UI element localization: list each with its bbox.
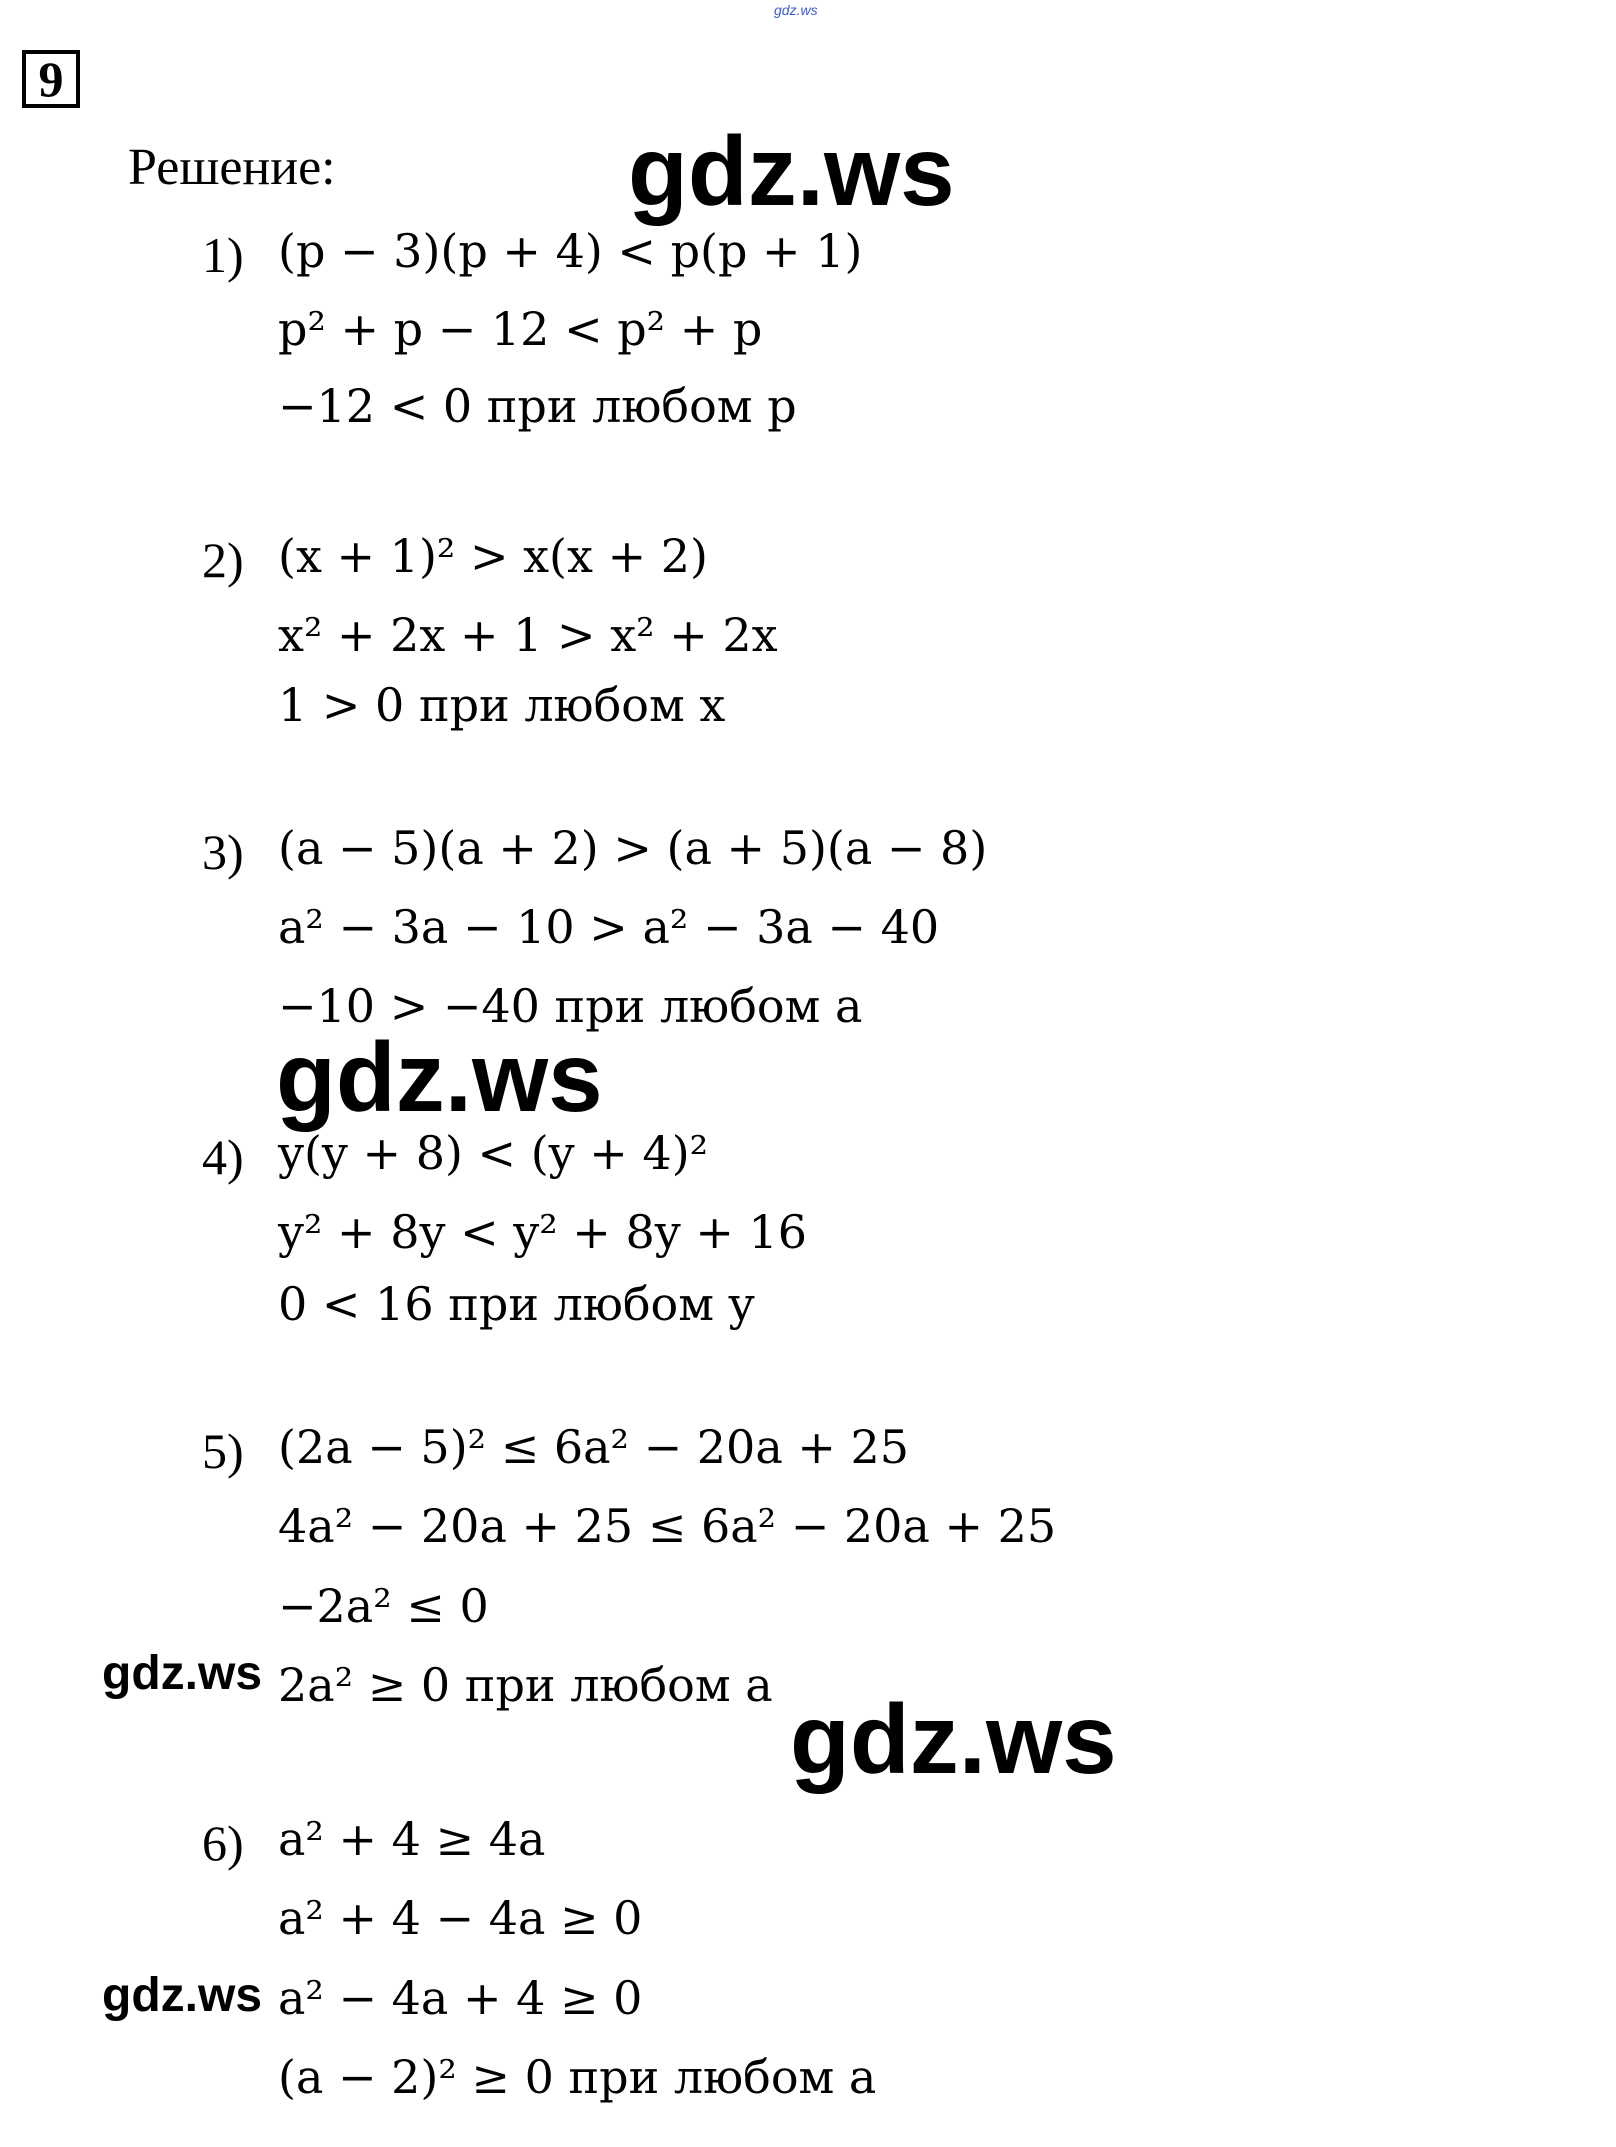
task-number: 9 xyxy=(38,51,64,107)
item-6-line-1: a² + 4 ≥ 4a xyxy=(278,1812,546,1866)
item-5-line-3: −2a² ≤ 0 xyxy=(278,1579,489,1633)
item-6-number: 6) xyxy=(202,1815,244,1871)
item-1-line-3: −12 < 0 при любом p xyxy=(278,379,797,433)
item-6-line-3: a² − 4a + 4 ≥ 0 xyxy=(278,1971,643,2025)
item-6-line-2: a² + 4 − 4a ≥ 0 xyxy=(278,1891,643,1945)
watermark-top: gdz.ws xyxy=(628,116,955,226)
item-3-line-1: (a − 5)(a + 2) > (a + 5)(a − 8) xyxy=(278,821,988,875)
item-2-line-3: 1 > 0 при любом x xyxy=(278,678,726,732)
item-3-number: 3) xyxy=(202,824,244,880)
item-6-line-4: (a − 2)² ≥ 0 при любом a xyxy=(278,2050,877,2104)
item-5-line-4: 2a² ≥ 0 при любом a xyxy=(278,1658,773,1712)
item-2-line-1: (x + 1)² > x(x + 2) xyxy=(278,529,708,583)
item-5-number: 5) xyxy=(202,1423,244,1479)
item-4-line-2: y² + 8y < y² + 8y + 16 xyxy=(278,1205,808,1259)
item-5-line-1: (2a − 5)² ≤ 6a² − 20a + 25 xyxy=(278,1420,910,1474)
solution-heading: Решение: xyxy=(128,139,336,196)
item-5-line-2: 4a² − 20a + 25 ≤ 6a² − 20a + 25 xyxy=(278,1499,1057,1553)
item-4-line-1: y(y + 8) < (y + 4)² xyxy=(278,1126,709,1180)
item-3-line-2: a² − 3a − 10 > a² − 3a − 40 xyxy=(278,900,940,954)
item-2-number: 2) xyxy=(202,532,244,588)
watermark-left-1: gdz.ws xyxy=(102,1647,263,1700)
item-3-line-3: −10 > −40 при любом a xyxy=(278,979,863,1033)
item-4-number: 4) xyxy=(202,1129,244,1185)
watermark-left-2: gdz.ws xyxy=(102,1969,263,2022)
item-1-number: 1) xyxy=(202,227,244,283)
watermark-middle: gdz.ws xyxy=(276,1022,603,1132)
item-1-line-1: (p − 3)(p + 4) < p(p + 1) xyxy=(278,224,863,278)
task-number-box xyxy=(22,50,80,108)
watermark-right: gdz.ws xyxy=(790,1684,1117,1794)
item-1-line-2: p² + p − 12 < p² + p xyxy=(278,302,763,356)
item-4-line-3: 0 < 16 при любом y xyxy=(278,1277,755,1331)
item-2-line-2: x² + 2x + 1 > x² + 2x xyxy=(278,608,778,662)
site-link[interactable]: gdz.ws xyxy=(774,2,818,18)
